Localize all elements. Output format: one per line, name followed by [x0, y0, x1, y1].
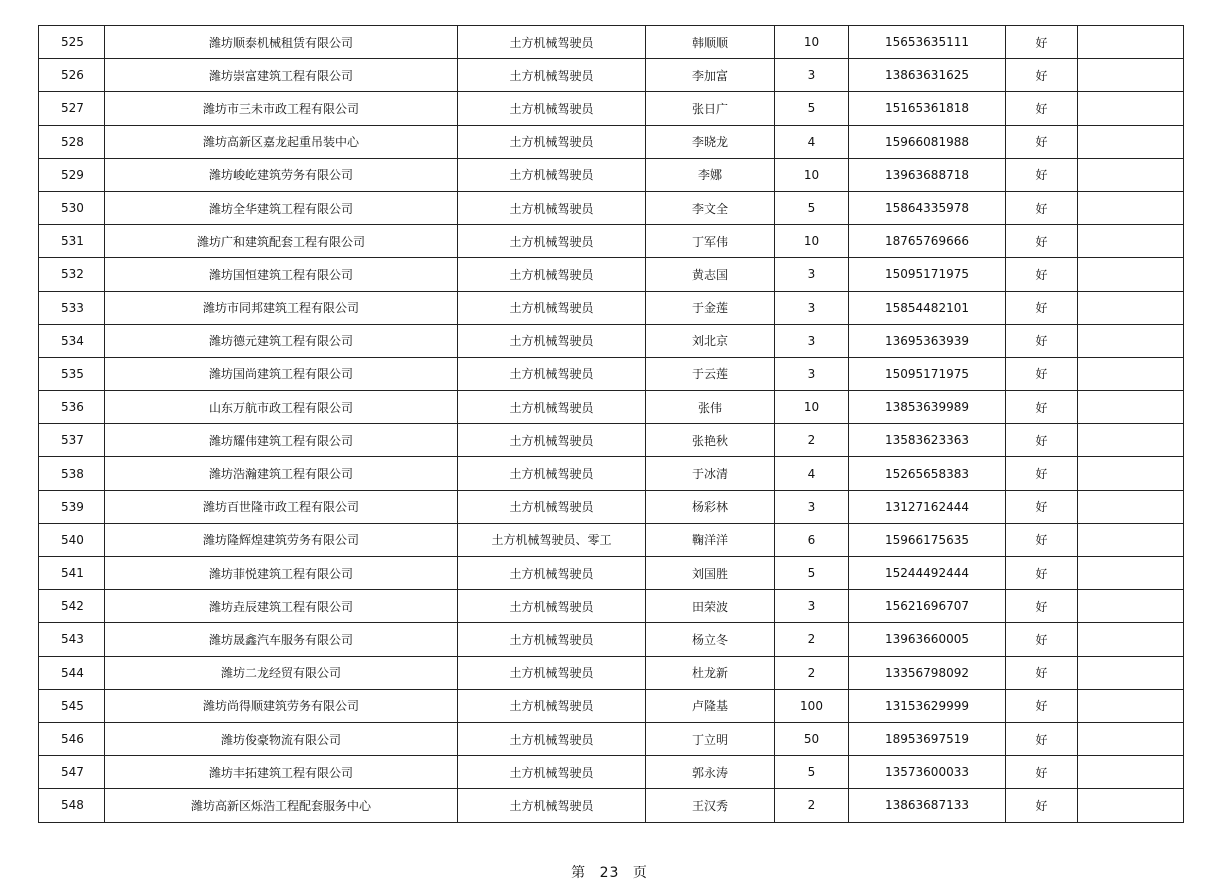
company-name-cell: 潍坊国恒建筑工程有限公司	[105, 258, 458, 291]
row-number-cell: 525	[39, 26, 105, 59]
contact-person-cell: 李文全	[646, 191, 775, 224]
company-name-cell: 潍坊耀伟建筑工程有限公司	[105, 424, 458, 457]
rating-cell: 好	[1006, 225, 1078, 258]
page-suffix: 页	[632, 865, 648, 881]
note-cell	[1078, 789, 1184, 822]
company-name-cell: 潍坊市三未市政工程有限公司	[105, 92, 458, 125]
contact-person-cell: 黄志国	[646, 258, 775, 291]
phone-number-cell: 15095171975	[849, 357, 1006, 390]
company-name-cell: 潍坊丰拓建筑工程有限公司	[105, 756, 458, 789]
company-name-cell: 潍坊俊豪物流有限公司	[105, 722, 458, 755]
row-number-cell: 539	[39, 490, 105, 523]
contact-person-cell: 郭永涛	[646, 756, 775, 789]
job-type-cell: 土方机械驾驶员	[458, 59, 646, 92]
company-name-cell: 潍坊高新区烁浩工程配套服务中心	[105, 789, 458, 822]
phone-number-cell: 13573600033	[849, 756, 1006, 789]
job-type-cell: 土方机械驾驶员	[458, 457, 646, 490]
note-cell	[1078, 557, 1184, 590]
table-row	[39, 59, 1184, 92]
headcount-cell: 2	[775, 623, 849, 656]
company-name-cell: 潍坊峻屹建筑劳务有限公司	[105, 158, 458, 191]
phone-number-cell: 15966081988	[849, 125, 1006, 158]
table-row	[39, 590, 1184, 623]
table-row	[39, 26, 1184, 59]
note-cell	[1078, 324, 1184, 357]
table-row	[39, 225, 1184, 258]
job-type-cell: 土方机械驾驶员	[458, 225, 646, 258]
job-type-cell: 土方机械驾驶员	[458, 324, 646, 357]
contact-person-cell: 卢隆基	[646, 689, 775, 722]
rating-cell: 好	[1006, 324, 1078, 357]
company-name-cell: 潍坊广和建筑配套工程有限公司	[105, 225, 458, 258]
contact-person-cell: 张日广	[646, 92, 775, 125]
job-type-cell: 土方机械驾驶员	[458, 656, 646, 689]
note-cell	[1078, 722, 1184, 755]
note-cell	[1078, 391, 1184, 424]
rating-cell: 好	[1006, 391, 1078, 424]
note-cell	[1078, 158, 1184, 191]
row-number-cell: 528	[39, 125, 105, 158]
row-number-cell: 546	[39, 722, 105, 755]
job-type-cell: 土方机械驾驶员	[458, 291, 646, 324]
company-name-cell: 潍坊浩瀚建筑工程有限公司	[105, 457, 458, 490]
contact-person-cell: 丁军伟	[646, 225, 775, 258]
row-number-cell: 526	[39, 59, 105, 92]
job-type-cell: 土方机械驾驶员	[458, 490, 646, 523]
contact-person-cell: 张艳秋	[646, 424, 775, 457]
headcount-cell: 10	[775, 391, 849, 424]
note-cell	[1078, 191, 1184, 224]
contact-person-cell: 王汉秀	[646, 789, 775, 822]
phone-number-cell: 13153629999	[849, 689, 1006, 722]
phone-number-cell: 18953697519	[849, 722, 1006, 755]
table-row	[39, 191, 1184, 224]
rating-cell: 好	[1006, 291, 1078, 324]
row-number-cell: 538	[39, 457, 105, 490]
job-type-cell: 土方机械驾驶员	[458, 191, 646, 224]
page-number: 23	[599, 865, 620, 881]
rating-cell: 好	[1006, 689, 1078, 722]
contact-person-cell: 杨立冬	[646, 623, 775, 656]
job-type-cell: 土方机械驾驶员、零工	[458, 523, 646, 556]
headcount-cell: 5	[775, 557, 849, 590]
employer-table	[38, 25, 1184, 823]
phone-number-cell: 13127162444	[849, 490, 1006, 523]
row-number-cell: 543	[39, 623, 105, 656]
note-cell	[1078, 291, 1184, 324]
job-type-cell: 土方机械驾驶员	[458, 789, 646, 822]
phone-number-cell: 13863687133	[849, 789, 1006, 822]
job-type-cell: 土方机械驾驶员	[458, 258, 646, 291]
phone-number-cell: 15653635111	[849, 26, 1006, 59]
job-type-cell: 土方机械驾驶员	[458, 158, 646, 191]
company-name-cell: 潍坊全华建筑工程有限公司	[105, 191, 458, 224]
table-row	[39, 324, 1184, 357]
phone-number-cell: 15966175635	[849, 523, 1006, 556]
contact-person-cell: 丁立明	[646, 722, 775, 755]
company-name-cell: 潍坊高新区嘉龙起重吊装中心	[105, 125, 458, 158]
headcount-cell: 10	[775, 26, 849, 59]
job-type-cell: 土方机械驾驶员	[458, 92, 646, 125]
headcount-cell: 50	[775, 722, 849, 755]
row-number-cell: 536	[39, 391, 105, 424]
contact-person-cell: 李晓龙	[646, 125, 775, 158]
headcount-cell: 3	[775, 357, 849, 390]
table-body	[39, 26, 1184, 823]
phone-number-cell: 13963688718	[849, 158, 1006, 191]
contact-person-cell: 田荣波	[646, 590, 775, 623]
headcount-cell: 4	[775, 457, 849, 490]
rating-cell: 好	[1006, 357, 1078, 390]
job-type-cell: 土方机械驾驶员	[458, 722, 646, 755]
note-cell	[1078, 225, 1184, 258]
contact-person-cell: 李加富	[646, 59, 775, 92]
rating-cell: 好	[1006, 623, 1078, 656]
phone-number-cell: 15265658383	[849, 457, 1006, 490]
table-row	[39, 623, 1184, 656]
job-type-cell: 土方机械驾驶员	[458, 756, 646, 789]
page-footer	[0, 862, 1219, 882]
row-number-cell: 532	[39, 258, 105, 291]
company-name-cell: 潍坊晟鑫汽车服务有限公司	[105, 623, 458, 656]
rating-cell: 好	[1006, 125, 1078, 158]
phone-number-cell: 15854482101	[849, 291, 1006, 324]
contact-person-cell: 鞠洋洋	[646, 523, 775, 556]
company-name-cell: 潍坊菲悦建筑工程有限公司	[105, 557, 458, 590]
row-number-cell: 534	[39, 324, 105, 357]
table-row	[39, 722, 1184, 755]
contact-person-cell: 杜龙新	[646, 656, 775, 689]
contact-person-cell: 于云莲	[646, 357, 775, 390]
headcount-cell: 5	[775, 191, 849, 224]
job-type-cell: 土方机械驾驶员	[458, 623, 646, 656]
contact-person-cell: 刘北京	[646, 324, 775, 357]
rating-cell: 好	[1006, 59, 1078, 92]
rating-cell: 好	[1006, 191, 1078, 224]
note-cell	[1078, 59, 1184, 92]
company-name-cell: 潍坊尚得顺建筑劳务有限公司	[105, 689, 458, 722]
headcount-cell: 3	[775, 291, 849, 324]
table-row	[39, 557, 1184, 590]
company-name-cell: 潍坊垚辰建筑工程有限公司	[105, 590, 458, 623]
contact-person-cell: 于冰清	[646, 457, 775, 490]
table-row	[39, 490, 1184, 523]
rating-cell: 好	[1006, 490, 1078, 523]
note-cell	[1078, 424, 1184, 457]
company-name-cell: 潍坊德元建筑工程有限公司	[105, 324, 458, 357]
row-number-cell: 531	[39, 225, 105, 258]
row-number-cell: 545	[39, 689, 105, 722]
note-cell	[1078, 357, 1184, 390]
row-number-cell: 547	[39, 756, 105, 789]
headcount-cell: 3	[775, 590, 849, 623]
headcount-cell: 5	[775, 92, 849, 125]
rating-cell: 好	[1006, 457, 1078, 490]
row-number-cell: 527	[39, 92, 105, 125]
note-cell	[1078, 92, 1184, 125]
table-row	[39, 523, 1184, 556]
company-name-cell: 潍坊隆辉煌建筑劳务有限公司	[105, 523, 458, 556]
note-cell	[1078, 656, 1184, 689]
company-name-cell: 潍坊国尚建筑工程有限公司	[105, 357, 458, 390]
rating-cell: 好	[1006, 789, 1078, 822]
row-number-cell: 542	[39, 590, 105, 623]
rating-cell: 好	[1006, 92, 1078, 125]
headcount-cell: 2	[775, 656, 849, 689]
job-type-cell: 土方机械驾驶员	[458, 689, 646, 722]
table-row	[39, 357, 1184, 390]
row-number-cell: 529	[39, 158, 105, 191]
headcount-cell: 10	[775, 158, 849, 191]
contact-person-cell: 李娜	[646, 158, 775, 191]
headcount-cell: 3	[775, 59, 849, 92]
row-number-cell: 548	[39, 789, 105, 822]
company-name-cell: 潍坊二龙经贸有限公司	[105, 656, 458, 689]
row-number-cell: 540	[39, 523, 105, 556]
contact-person-cell: 张伟	[646, 391, 775, 424]
table-row	[39, 756, 1184, 789]
rating-cell: 好	[1006, 722, 1078, 755]
note-cell	[1078, 590, 1184, 623]
headcount-cell: 5	[775, 756, 849, 789]
contact-person-cell: 杨彩林	[646, 490, 775, 523]
phone-number-cell: 13863631625	[849, 59, 1006, 92]
company-name-cell: 潍坊顺泰机械租赁有限公司	[105, 26, 458, 59]
table-row	[39, 424, 1184, 457]
note-cell	[1078, 623, 1184, 656]
table-row	[39, 457, 1184, 490]
rating-cell: 好	[1006, 26, 1078, 59]
job-type-cell: 土方机械驾驶员	[458, 590, 646, 623]
table-row	[39, 158, 1184, 191]
phone-number-cell: 15621696707	[849, 590, 1006, 623]
phone-number-cell: 18765769666	[849, 225, 1006, 258]
note-cell	[1078, 689, 1184, 722]
row-number-cell: 535	[39, 357, 105, 390]
phone-number-cell: 13963660005	[849, 623, 1006, 656]
company-name-cell: 潍坊百世隆市政工程有限公司	[105, 490, 458, 523]
note-cell	[1078, 457, 1184, 490]
job-type-cell: 土方机械驾驶员	[458, 391, 646, 424]
note-cell	[1078, 490, 1184, 523]
table-row	[39, 689, 1184, 722]
job-type-cell: 土方机械驾驶员	[458, 26, 646, 59]
row-number-cell: 537	[39, 424, 105, 457]
row-number-cell: 541	[39, 557, 105, 590]
headcount-cell: 6	[775, 523, 849, 556]
note-cell	[1078, 258, 1184, 291]
headcount-cell: 2	[775, 789, 849, 822]
table-row	[39, 656, 1184, 689]
headcount-cell: 2	[775, 424, 849, 457]
job-type-cell: 土方机械驾驶员	[458, 125, 646, 158]
job-type-cell: 土方机械驾驶员	[458, 557, 646, 590]
phone-number-cell: 15864335978	[849, 191, 1006, 224]
headcount-cell: 10	[775, 225, 849, 258]
table-row	[39, 789, 1184, 822]
row-number-cell: 544	[39, 656, 105, 689]
headcount-cell: 100	[775, 689, 849, 722]
job-type-cell: 土方机械驾驶员	[458, 424, 646, 457]
phone-number-cell: 15165361818	[849, 92, 1006, 125]
headcount-cell: 3	[775, 258, 849, 291]
headcount-cell: 3	[775, 490, 849, 523]
note-cell	[1078, 756, 1184, 789]
rating-cell: 好	[1006, 590, 1078, 623]
table-row	[39, 291, 1184, 324]
rating-cell: 好	[1006, 523, 1078, 556]
note-cell	[1078, 125, 1184, 158]
job-type-cell: 土方机械驾驶员	[458, 357, 646, 390]
note-cell	[1078, 26, 1184, 59]
headcount-cell: 4	[775, 125, 849, 158]
phone-number-cell: 13356798092	[849, 656, 1006, 689]
page-prefix: 第	[571, 865, 587, 881]
table-row	[39, 92, 1184, 125]
contact-person-cell: 韩顺顺	[646, 26, 775, 59]
contact-person-cell: 于金莲	[646, 291, 775, 324]
company-name-cell: 潍坊市同邦建筑工程有限公司	[105, 291, 458, 324]
rating-cell: 好	[1006, 656, 1078, 689]
rating-cell: 好	[1006, 424, 1078, 457]
row-number-cell: 530	[39, 191, 105, 224]
headcount-cell: 3	[775, 324, 849, 357]
rating-cell: 好	[1006, 258, 1078, 291]
note-cell	[1078, 523, 1184, 556]
contact-person-cell: 刘国胜	[646, 557, 775, 590]
company-name-cell: 山东万航市政工程有限公司	[105, 391, 458, 424]
phone-number-cell: 13853639989	[849, 391, 1006, 424]
phone-number-cell: 13583623363	[849, 424, 1006, 457]
rating-cell: 好	[1006, 557, 1078, 590]
phone-number-cell: 13695363939	[849, 324, 1006, 357]
rating-cell: 好	[1006, 756, 1078, 789]
row-number-cell: 533	[39, 291, 105, 324]
table-row	[39, 125, 1184, 158]
company-name-cell: 潍坊崇富建筑工程有限公司	[105, 59, 458, 92]
rating-cell: 好	[1006, 158, 1078, 191]
phone-number-cell: 15095171975	[849, 258, 1006, 291]
table-row	[39, 258, 1184, 291]
table-row	[39, 391, 1184, 424]
phone-number-cell: 15244492444	[849, 557, 1006, 590]
